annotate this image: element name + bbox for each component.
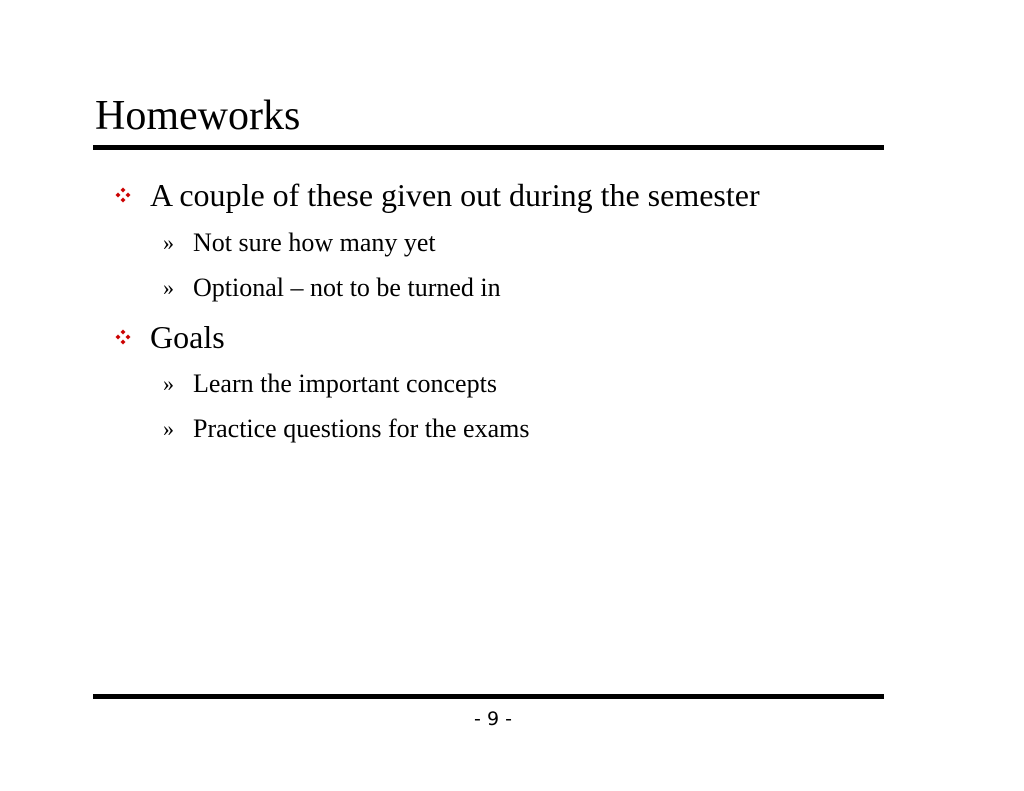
slide-title: Homeworks [95, 93, 301, 139]
sub-bullet-marker: » [163, 275, 174, 300]
sub-bullet-text: Not sure how many yet [193, 228, 436, 257]
sub-bullet-text: Learn the important concepts [193, 369, 497, 398]
diamond-bullet-icon [115, 329, 131, 345]
sub-bullet-text: Practice questions for the exams [193, 414, 530, 443]
bullet-text: Goals [150, 319, 225, 355]
title-divider [93, 145, 884, 150]
bullet-text: A couple of these given out during the semester [150, 177, 760, 213]
sub-bullet-text: Optional – not to be turned in [193, 273, 501, 302]
sub-bullet-marker: » [163, 371, 174, 396]
sub-bullet-marker: » [163, 416, 174, 441]
diamond-bullet-icon [115, 187, 131, 203]
sub-bullet-marker: » [163, 230, 174, 255]
page-number: - 9 - [474, 708, 512, 730]
footer-divider [93, 694, 884, 699]
